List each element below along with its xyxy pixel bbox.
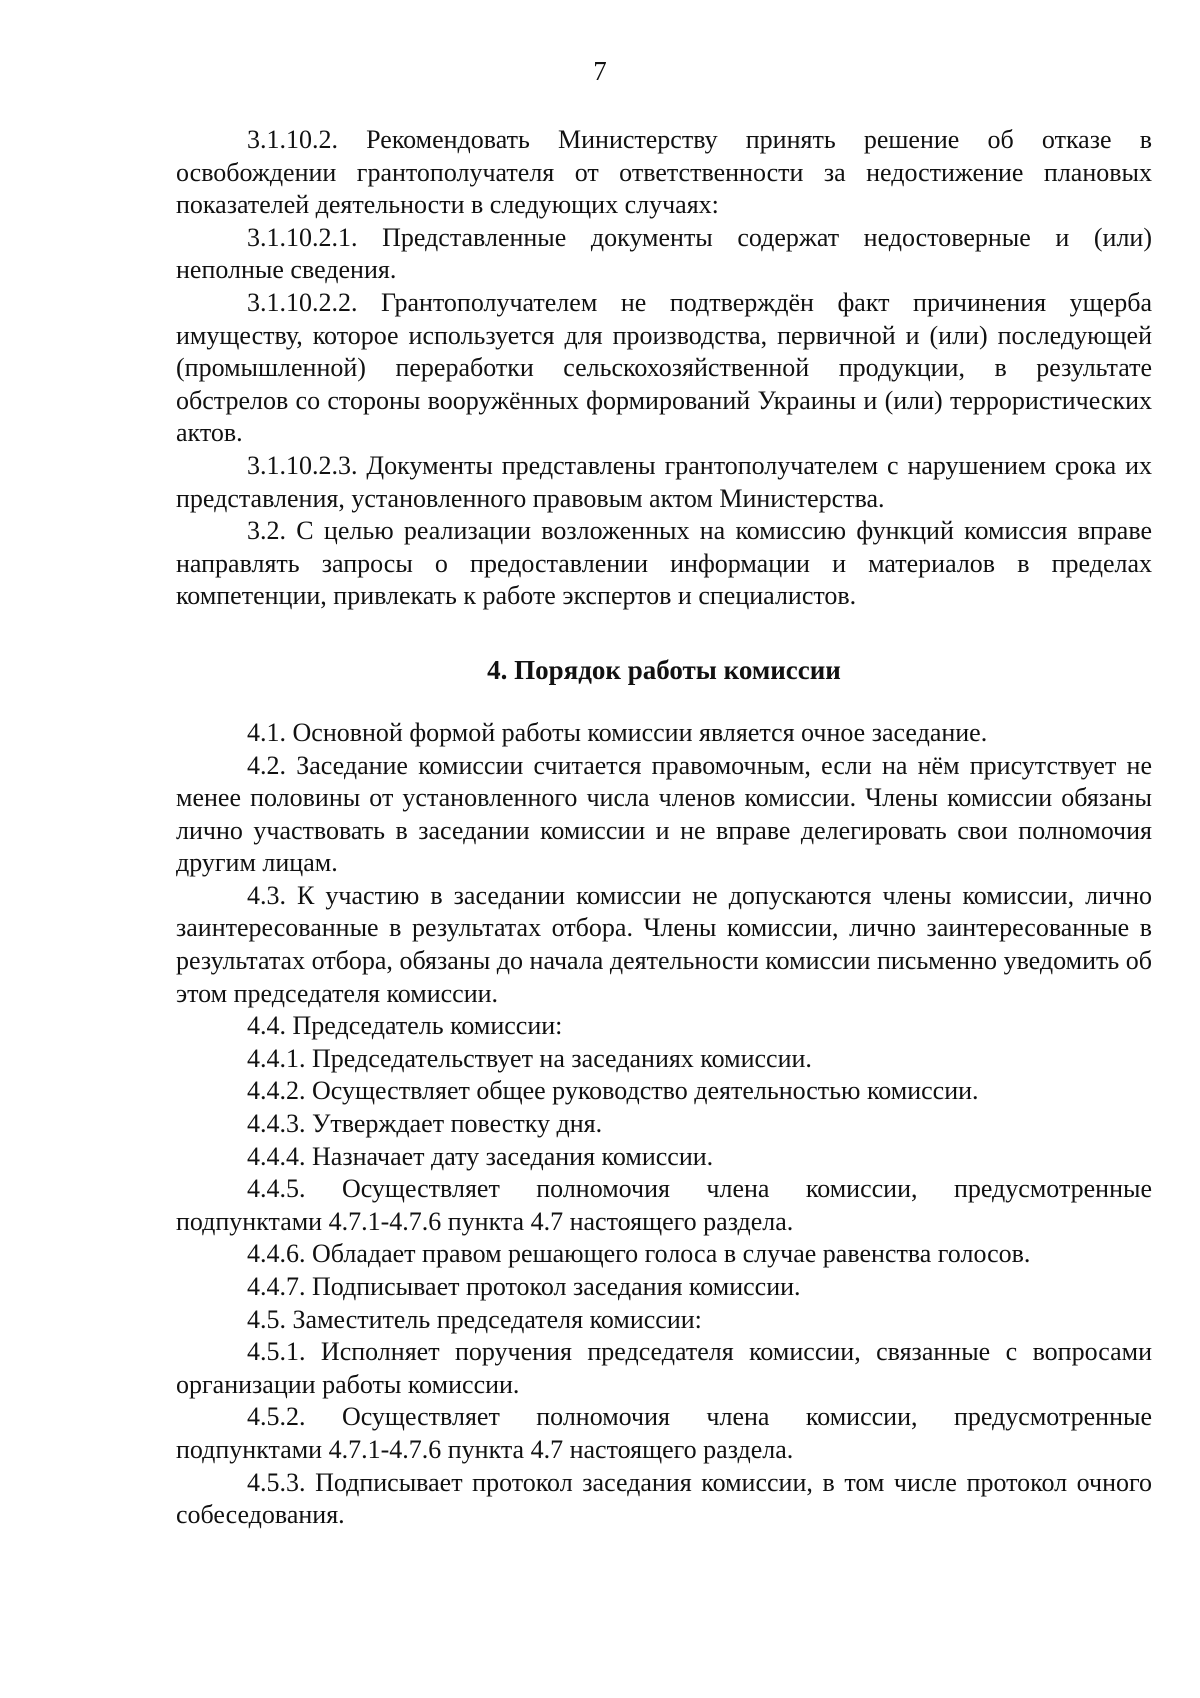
paragraph-4-4-1: 4.4.1. Председательствует на заседаниях комиссии. [247, 1043, 812, 1073]
paragraph-3-1-10-2-1: 3.1.10.2.1. Представленные документы содержат недостоверные и (или) неполные сведения. [176, 222, 1152, 285]
paragraph-4-5-2: 4.5.2. Осуществляет полномочия члена комиссии, предусмотренные подпунктами 4.7.1-4.7.6 пункта 4.7 настоящего раздела. [176, 1402, 1152, 1464]
page-number: 7 [593, 56, 607, 86]
paragraph-4-4: 4.4. Председатель комиссии: [247, 1011, 563, 1041]
section-4-body [176, 717, 1152, 1532]
paragraph-4-2: 4.2. Заседание комиссии считается правомочным, если на нём присутствует не менее половины от установленного числа членов комиссии. Члены комиссии обязаны лично участвовать в заседании комиссии и не вправе делегировать свои полномочия другим лицам. [176, 750, 1152, 878]
section-3-continuation [176, 124, 1152, 613]
paragraph-3-1-10-2-2: 3.1.10.2.2. Грантополучателем не подтверждён факт причинения ущерба имуществу, которое используется для производства, первичной и (или) последующей (промышленной) переработки сельскохозяйственной продукции, в результате обстрелов со стороны вооружённых формирований Украины и (или) террористических актов. [176, 287, 1152, 448]
paragraph-4-3: 4.3. К участию в заседании комиссии не допускаются члены комиссии, лично заинтересованные в результатах отбора. Члены комиссии, лично заинтересованные в результатах отбора, обязаны до начала деятельности комиссии письменно уведомить об этом председателя комиссии. [176, 880, 1152, 1008]
paragraph-4-5-3: 4.5.3. Подписывает протокол заседания комиссии, в том числе протокол очного собеседования. [176, 1467, 1152, 1530]
paragraph-3-1-10-2-3: 3.1.10.2.3. Документы представлены грантополучателем с нарушением срока их представления, установленного правовым актом Министерства. [176, 450, 1152, 513]
section-heading: 4. Порядок работы комиссии [487, 654, 841, 685]
paragraph-4-4-6: 4.4.6. Обладает правом решающего голоса в случае равенства голосов. [247, 1239, 1031, 1269]
paragraph-4-1: 4.1. Основной формой работы комиссии является очное заседание. [247, 717, 988, 747]
paragraph-4-4-2: 4.4.2. Осуществляет общее руководство деятельностью комиссии. [247, 1076, 979, 1106]
paragraph-4-4-7: 4.4.7. Подписывает протокол заседания комиссии. [247, 1272, 801, 1301]
paragraph-4-4-5: 4.4.5. Осуществляет полномочия члена комиссии, предусмотренные подпунктами 4.7.1-4.7.6 пункта 4.7 настоящего раздела. [176, 1174, 1152, 1236]
paragraph-4-4-4: 4.4.4. Назначает дату заседания комиссии. [247, 1141, 714, 1171]
document-body [176, 124, 1152, 1532]
paragraph-3-1-10-2: 3.1.10.2. Рекомендовать Министерству принять решение об отказе в освобождении грантополучателя от ответственности за недостижение плановых показателей деятельности в следующих случаях: [176, 125, 1152, 220]
paragraph-3-2: 3.2. С целью реализации возложенных на комиссию функций комиссия вправе направлять запросы о предоставлении информации и материалов в пределах компетенции, привлекать к работе экспертов и специалистов. [176, 516, 1152, 611]
paragraph-4-5: 4.5. Заместитель председателя комиссии: [247, 1304, 702, 1334]
paragraph-4-5-1: 4.5.1. Исполняет поручения председателя комиссии, связанные с вопросами организации работы комиссии. [176, 1337, 1152, 1399]
paragraph-4-4-3: 4.4.3. Утверждает повестку дня. [247, 1109, 603, 1139]
